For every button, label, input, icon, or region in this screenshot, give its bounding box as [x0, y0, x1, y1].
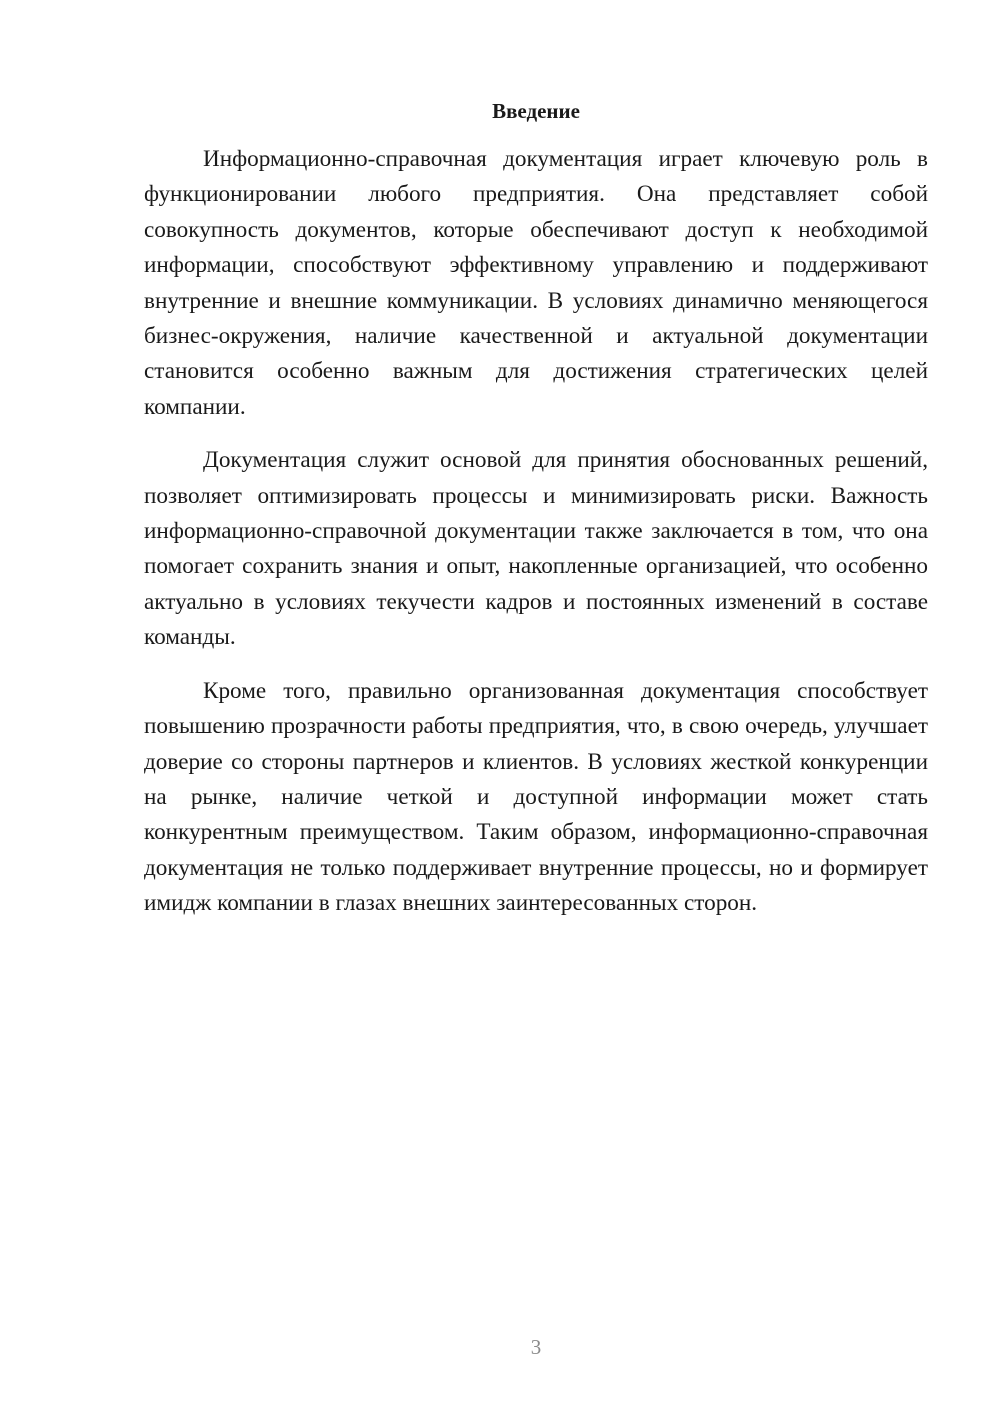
paragraph-3: Кроме того, правильно организованная документация способствует повышению прозрачности работы предприятия, что, в свою очередь, улучшает доверие со стороны партнеров и клиентов. В условиях жесткой конкуренции на рынке, наличие четкой и доступной информации может стать конкурентным преимуществом. Таким образом, информационно-справочная документация не только поддерживает внутренние процессы, но и формирует имидж компании в глазах внешних заинтересованных сторон. [144, 677, 928, 917]
paragraph-1: Информационно-справочная документация играет ключевую роль в функционировании любого предприятия. Она представляет собой совокупность документов, которые обеспечивают доступ к необходимой информации, способствуют эффективному управлению и поддерживают внутренние и внешние коммуникации. В условиях динамично меняющегося бизнес-окружения, наличие качественной и актуальной документации становится особенно важным для достижения стратегических целей компании. [144, 146, 928, 420]
page-number: 3 [530, 1335, 542, 1359]
section-heading: Введение [492, 99, 580, 123]
body-text [144, 142, 928, 940]
paragraph-2: Документация служит основой для принятия обоснованных решений, позволяет оптимизировать процессы и минимизировать риски. Важность информационно-справочной документации также заключается в том, что она помогает сохранить знания и опыт, накопленные организацией, что особенно актуально в условиях текучести кадров и постоянных изменений в составе команды. [144, 447, 928, 651]
